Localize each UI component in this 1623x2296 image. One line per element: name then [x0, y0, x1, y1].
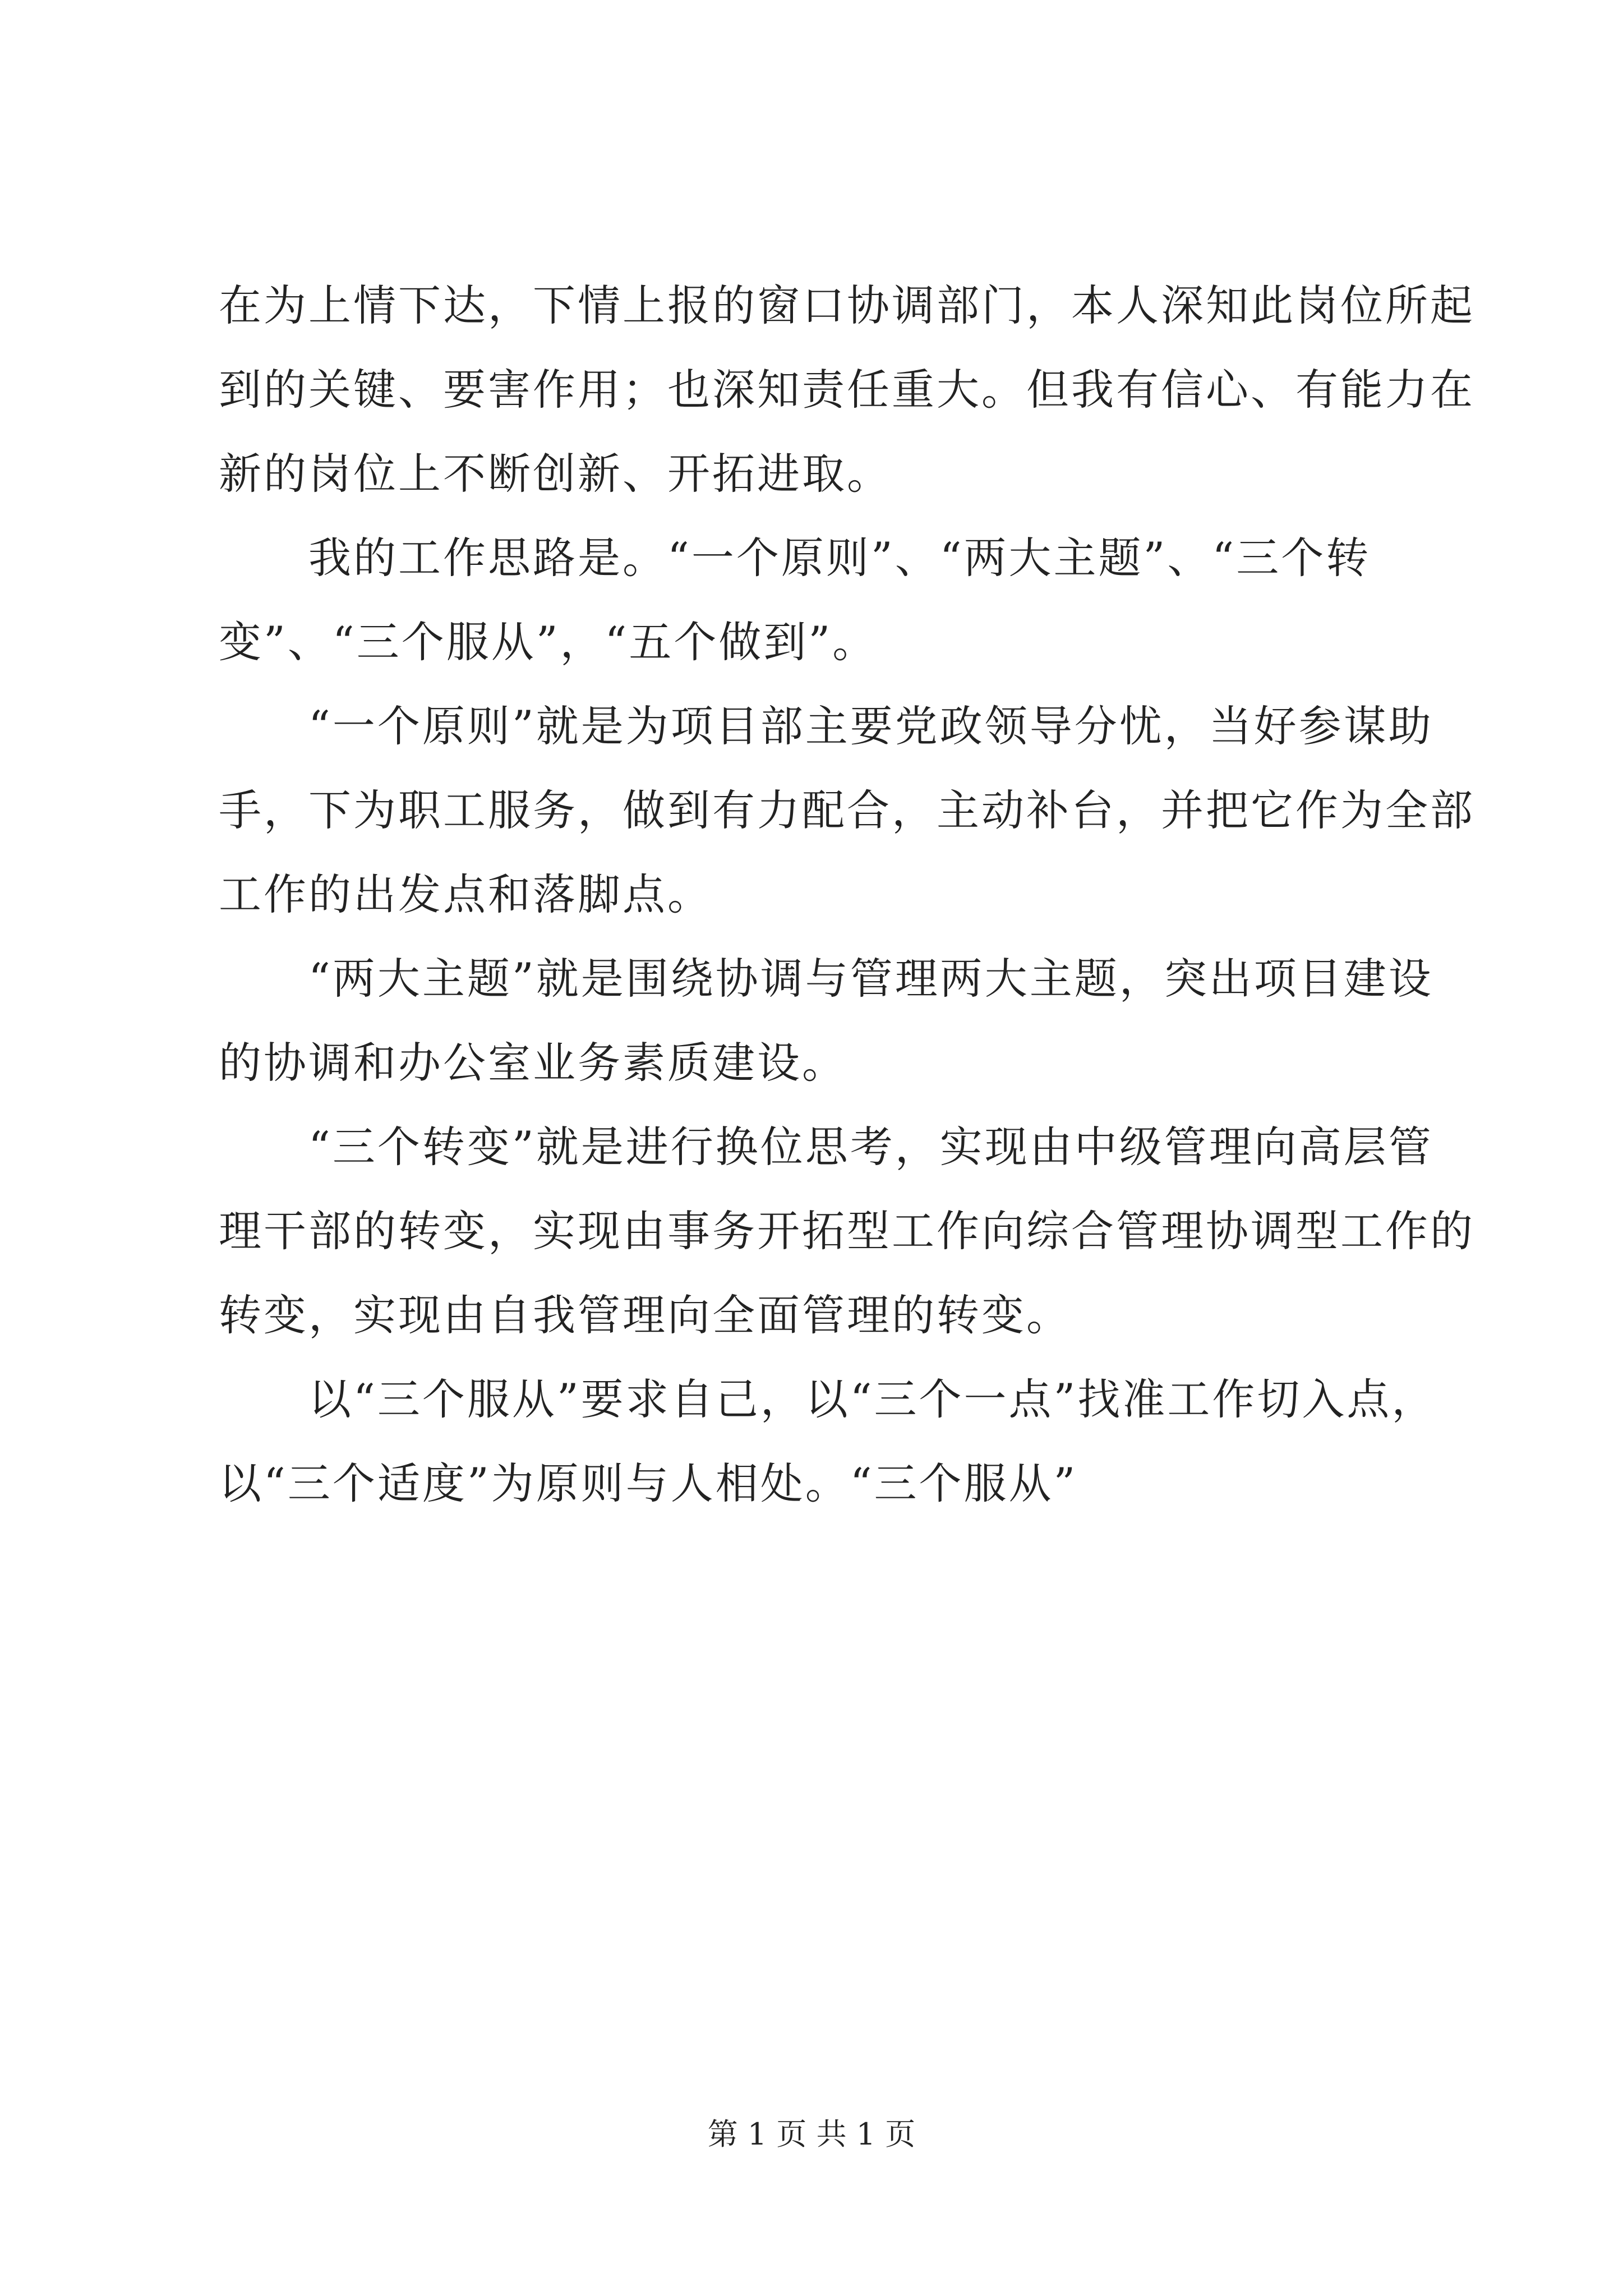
text-line: 理干部的转变，实现由事务开拓型工作向综合管理协调型工作的 [219, 1206, 1475, 1256]
text-line: “三个转变”就是进行换位思考，实现由中级管理向高层管 [219, 1122, 1433, 1172]
text-line: 工作的出发点和落脚点。 [219, 869, 712, 919]
document-body [219, 264, 1475, 1526]
text-line: 以“三个适度”为原则与人相处。“三个服从” [219, 1458, 1078, 1508]
text-line: 的协调和办公室业务素质建设。 [219, 1038, 847, 1088]
text-line: 在为上情下达，下情上报的窗口协调部门，本人深知此岗位所起 [219, 280, 1475, 330]
text-line: “一个原则”就是为项目部主要党政领导分忧，当好参谋助 [219, 701, 1433, 751]
page-number-footer: 第 1 页 共 1 页 [707, 2116, 916, 2152]
text-line: 我的工作思路是。“一个原则”、“两大主题”、“三个转 [219, 533, 1371, 583]
text-line: 新的岗位上不断创新、开拓进取。 [219, 449, 892, 499]
text-line: “两大主题”就是围绕协调与管理两大主题，突出项目建设 [219, 954, 1433, 1004]
text-line: 到的关键、要害作用；也深知责任重大。但我有信心、有能力在 [219, 365, 1475, 415]
text-line: 以“三个服从”要求自己，以“三个一点”找准工作切入点， [219, 1374, 1437, 1424]
text-line: 手，下为职工服务，做到有力配合，主动补台，并把它作为全部 [219, 785, 1475, 835]
text-line: 转变，实现由自我管理向全面管理的转变。 [219, 1290, 1071, 1340]
text-line: 变”、“三个服从”，“五个做到”。 [219, 617, 878, 667]
